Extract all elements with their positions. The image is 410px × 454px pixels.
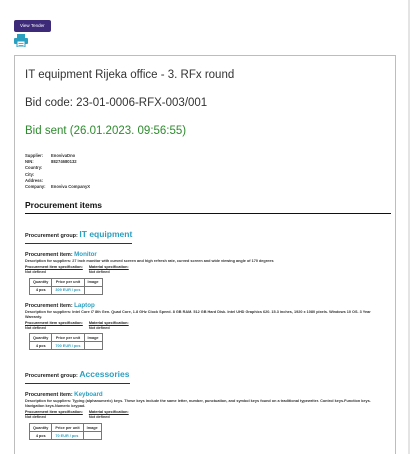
supplier-info [25, 153, 387, 190]
material-value: Not defined [88, 325, 110, 330]
quantity-table [29, 423, 102, 440]
procurement-item [25, 251, 387, 295]
item-heading [25, 251, 387, 258]
cell-image [84, 286, 102, 294]
spec-label: Procurement item specification: [25, 265, 83, 270]
info-label: Supplier: [25, 153, 44, 158]
header-quantity: Quantity [30, 334, 52, 342]
info-label: Country: [25, 165, 43, 171]
spec-value: Not defined [25, 325, 46, 330]
header-price: Price per unit [52, 278, 84, 286]
document-title: IT equipment Rijeka office - 3. RFx round [25, 69, 235, 81]
view-tender-button[interactable]: View Tender [14, 20, 51, 32]
procurement-item [25, 302, 387, 351]
info-value: 88274680132 [51, 159, 77, 165]
item-name: Laptop [74, 301, 95, 309]
header-image: Image [84, 334, 102, 342]
header-quantity: Quantity [30, 424, 52, 432]
info-label: Address: [25, 177, 44, 183]
procurement-group [25, 364, 387, 440]
spec-value: Not defined [25, 415, 46, 420]
item-prefix: Procurement item: [25, 252, 75, 259]
header-price: Price per unit [52, 424, 83, 432]
item-description: Description for suppliers: Typing (alphanumeric) keys. These keys include the same letter, number, punctuation, and symbol keys found on a traditional typewriter. Control keys.Function keys. Navigation keys.Numeric keypad. [25, 399, 371, 409]
item-prefix: Procurement item: [25, 392, 75, 399]
item-specs [25, 321, 387, 331]
cell-price: 700 EUR / pcs [52, 342, 84, 350]
item-description: Description for suppliers: 27 inch monitor with curved screen and high refresh rate, curved screen and wide viewing angle of 170 degrees [25, 259, 274, 264]
material-label: Material specification: [88, 265, 129, 270]
bid-code: Bid code: 23-01-0006-RFX-003/001 [25, 97, 208, 109]
item-name: Monitor [74, 251, 97, 259]
info-label: Company: [25, 184, 46, 190]
section-title: Procurement items [25, 200, 102, 211]
quantity-table [29, 333, 103, 350]
material-label: Material specification: [88, 320, 129, 325]
cell-image [83, 432, 101, 440]
group-name: IT equipment [79, 229, 133, 240]
cell-quantity: 4 pcs [30, 342, 52, 350]
procurement-item [25, 391, 387, 440]
group-heading [25, 364, 130, 384]
procurement-group [25, 224, 387, 350]
cell-quantity: 4 pcs [30, 286, 52, 294]
info-label: NIN: [25, 159, 34, 165]
item-prefix: Procurement item: [25, 302, 75, 309]
header-price: Price per unit [52, 334, 84, 342]
material-value: Not defined [88, 415, 110, 420]
item-name: Keyboard [74, 391, 103, 399]
info-label: City: [25, 171, 35, 177]
info-value: EnovivaDno [51, 153, 76, 158]
item-description: Description for suppliers: Intel Core i7 8th Gen. Quad Core, 1.8 GHz Clock Speed. 8 GB RAM. 512 GB Hard Disk. Intel UHD Graphics 620. 15.3 inches, 1920 x 1080 pixels. Windows 10 OS. 3 Year Warranty. [25, 309, 371, 319]
spec-value: Not defined [25, 270, 46, 275]
print-icon[interactable] [14, 34, 28, 47]
cell-image [84, 342, 102, 350]
item-specs [25, 265, 387, 275]
group-heading [25, 224, 132, 244]
material-label: Material specification: [88, 410, 129, 415]
spec-label: Procurement item specification: [25, 320, 83, 325]
cell-price: 70 EUR / pcs [52, 432, 83, 440]
header-image: Image [83, 424, 101, 432]
item-specs [25, 410, 387, 420]
header-image: Image [84, 278, 102, 286]
header-quantity: Quantity [30, 278, 52, 286]
cell-quantity: 4 pcs [30, 432, 52, 440]
group-name: Accessories [79, 369, 130, 380]
bid-document [14, 55, 396, 454]
item-heading [25, 302, 387, 309]
section-divider [25, 213, 391, 214]
quantity-table [29, 278, 103, 295]
cell-price: 309 EUR / pcs [52, 286, 84, 294]
spec-label: Procurement item specification: [25, 410, 83, 415]
info-value: Enoviva CompanyX [51, 184, 91, 190]
item-heading [25, 391, 387, 398]
material-value: Not defined [88, 270, 110, 275]
group-prefix: Procurement group: [25, 373, 80, 380]
group-prefix: Procurement group: [25, 233, 80, 240]
bid-sent-status: Bid sent (26.01.2023. 09:56:55) [25, 125, 187, 137]
